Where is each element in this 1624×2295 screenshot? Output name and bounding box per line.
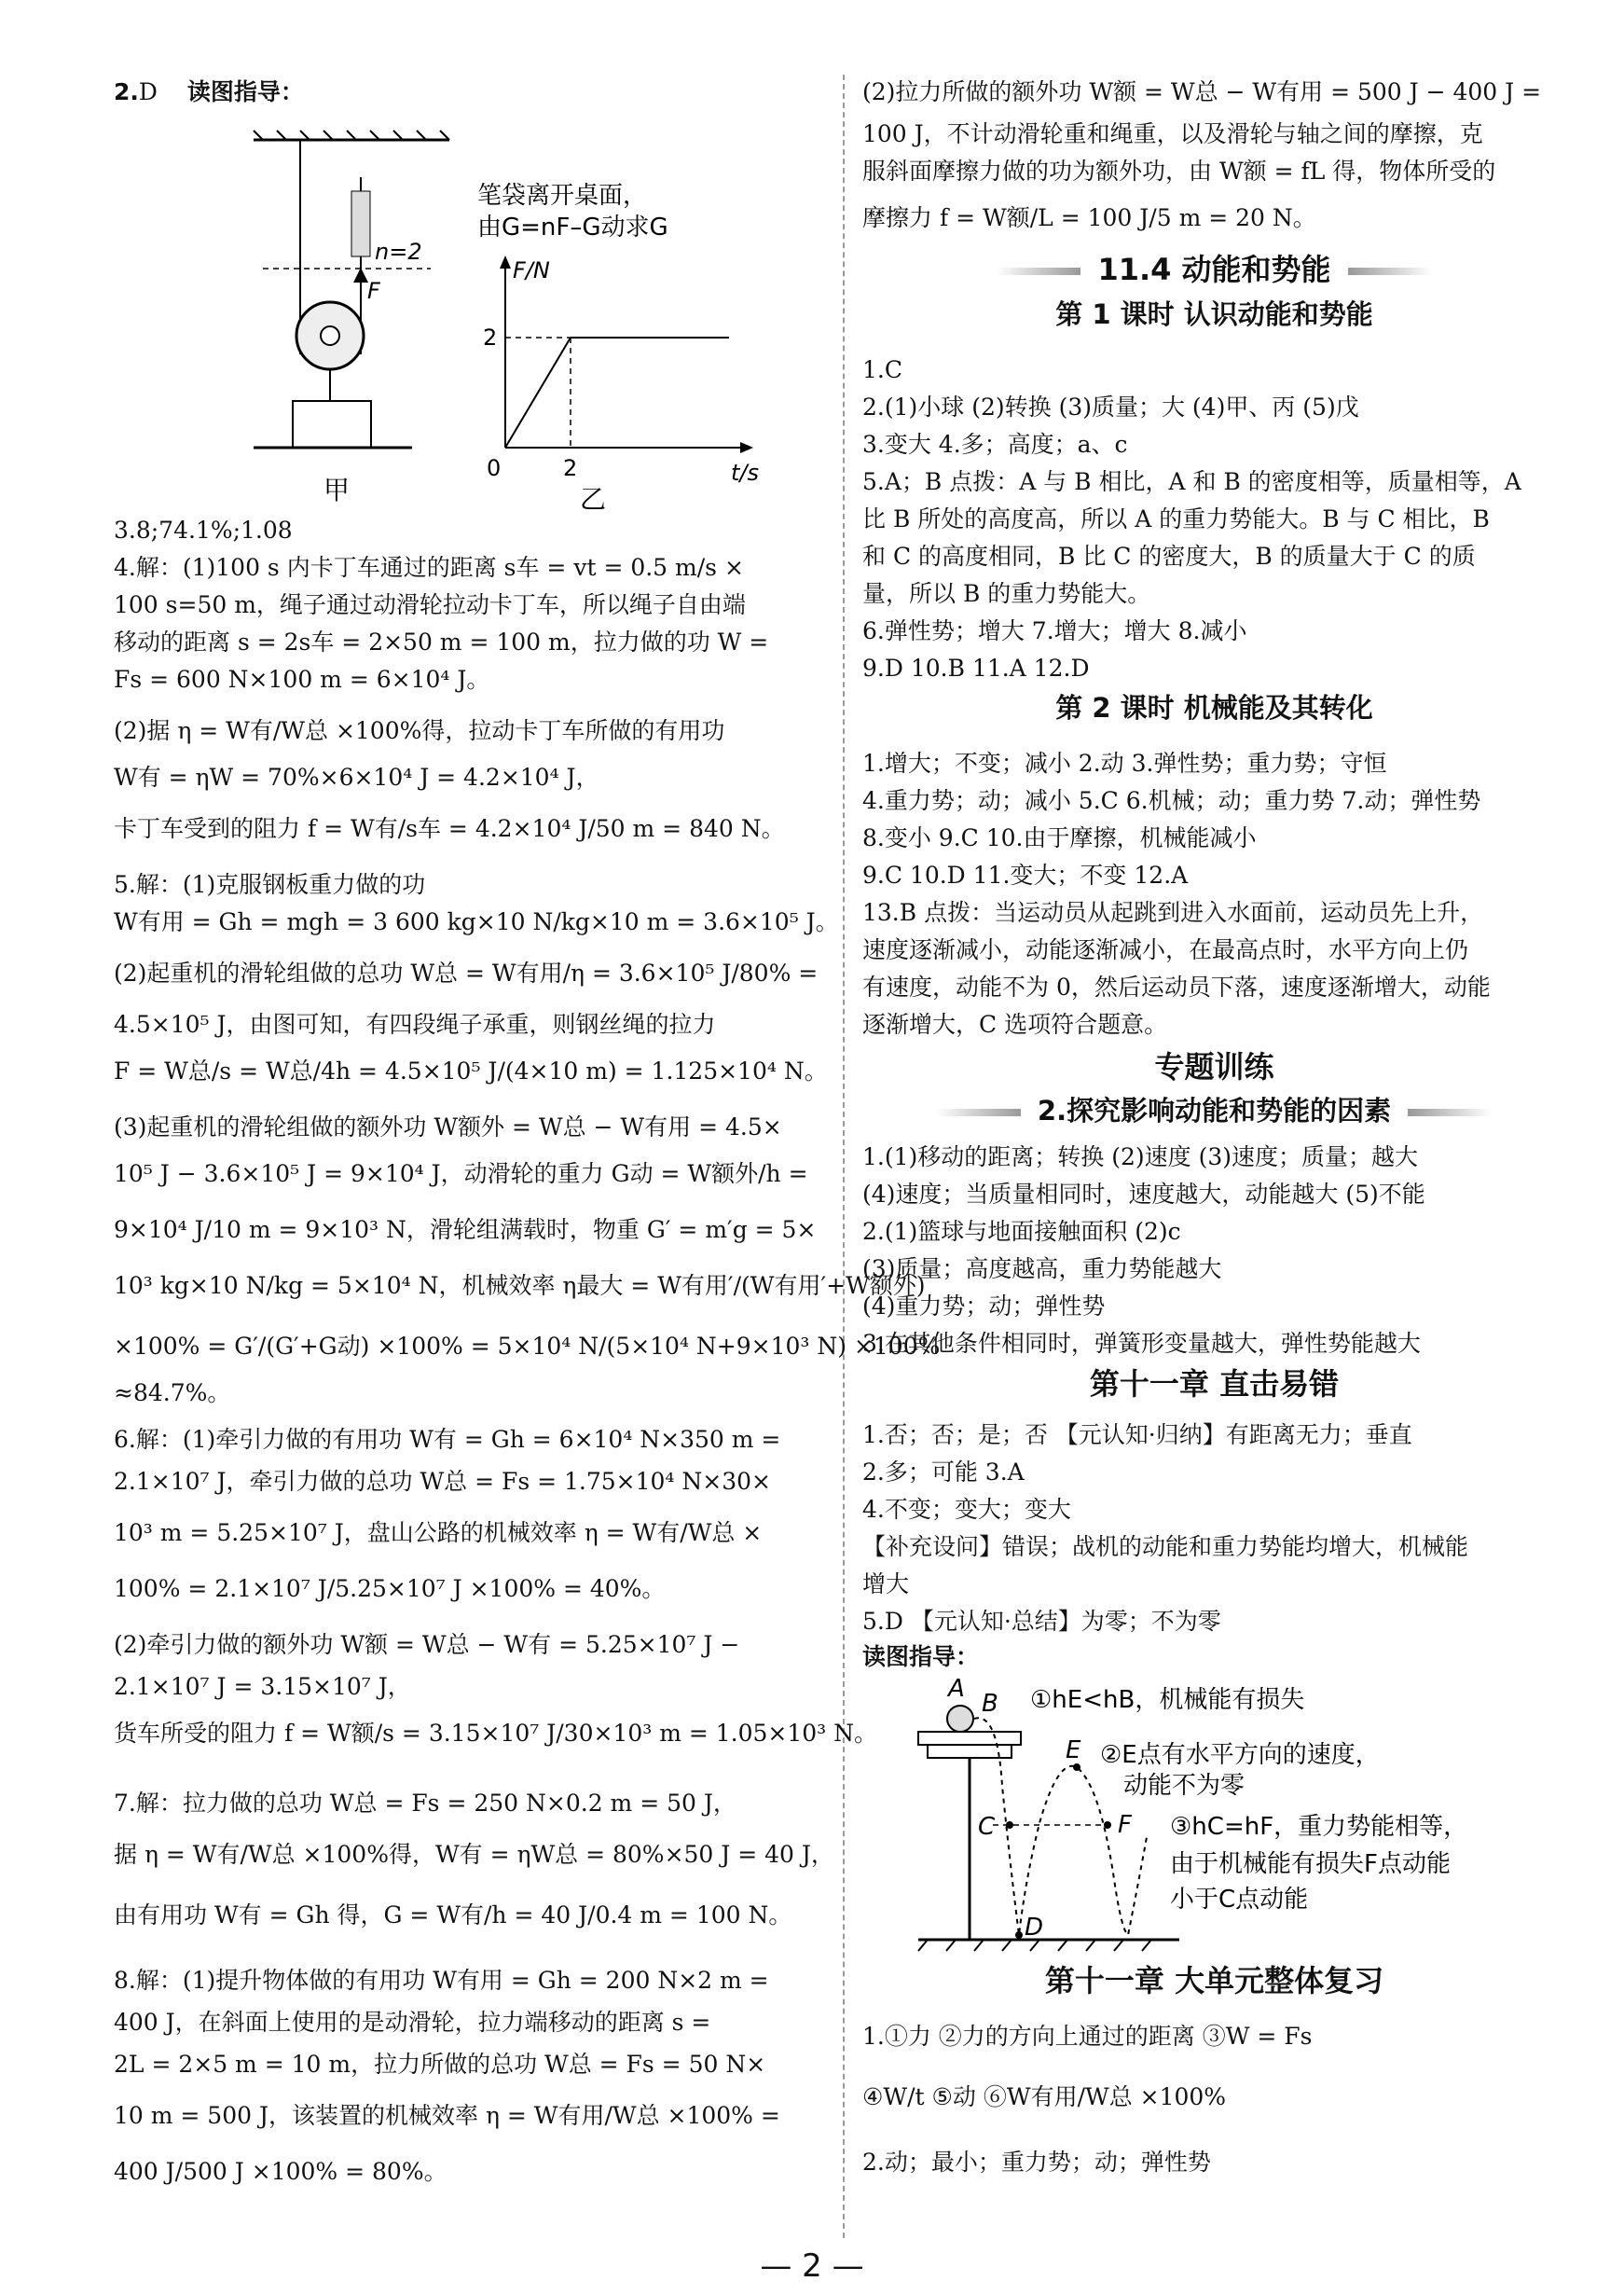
- answer-line: 5.解：(1)克服钢板重力做的功: [114, 871, 426, 898]
- section-heading: 专题训练: [1154, 1049, 1274, 1085]
- caption-yi: 乙: [580, 484, 607, 513]
- caption-jia: 甲: [323, 475, 351, 505]
- answer-line: (4)重力势；动；弹性势: [862, 1293, 1106, 1320]
- x-axis-label: t/s: [731, 460, 759, 486]
- point-b-label: B: [982, 1690, 998, 1718]
- diagram-note-3b: 由于机械能有损失F点动能: [1170, 1850, 1451, 1878]
- answer-line: ≈84.7%。: [114, 1379, 231, 1406]
- answer-line: 速度逐渐减小，动能逐渐减小，在最高点时，水平方向上仍: [862, 936, 1469, 963]
- answer-line: 8.解：(1)提升物体做的有用功 W有用 = Gh = 200 N×2 m =: [114, 1967, 769, 1994]
- n-label: n=2: [375, 239, 422, 265]
- answer-line: 2.多；可能 3.A: [862, 1459, 1025, 1486]
- answer-line: 5.A；B 点拨：A 与 B 相比，A 和 B 的密度相等，质量相等，A: [862, 468, 1521, 495]
- answer-line: (2)据 η = W有/W总 ×100%得，拉动卡丁车所做的有用功: [114, 717, 725, 744]
- lesson-heading: 第 1 课时 认识动能和势能: [1055, 298, 1373, 330]
- ball-bounce-diagram: [900, 1674, 1552, 1963]
- answer-line: 量，所以 B 的重力势能大。: [862, 580, 1151, 607]
- lesson-heading: 第 2 课时 机械能及其转化: [1055, 692, 1373, 724]
- answer-line: 增大: [862, 1570, 910, 1597]
- answer-line: 13.B 点拨：当运动员从起跳到进入水面前，运动员先上升，: [862, 899, 1484, 926]
- answer-line: 1.(1)移动的距离；转换 (2)速度 (3)速度；质量；越大: [862, 1143, 1418, 1170]
- point-d-label: D: [1025, 1914, 1044, 1942]
- answer-line: 和 C 的高度相同，B 比 C 的密度大，B 的质量大于 C 的质: [862, 543, 1476, 570]
- lesson-heading: 2.探究影响动能和势能的因素: [862, 1093, 1566, 1128]
- answer-line: 卡丁车受到的阻力 f = W有/s车 = 4.2×10⁴ J/50 m = 840 N。: [114, 815, 785, 842]
- answer-line: (4)速度；当质量相同时，速度越大，动能越大 (5)不能: [862, 1181, 1425, 1208]
- answer-line: 3.8;74.1%;1.08: [114, 517, 293, 544]
- answer-line: 10⁵ J − 3.6×10⁵ J = 9×10⁴ J，动滑轮的重力 G动 = W额外/h =: [114, 1160, 808, 1187]
- diagram-note-2b: 动能不为零: [1123, 1772, 1246, 1800]
- force-label: F: [367, 278, 380, 304]
- answer-line: 7.解：拉力做的总功 W总 = Fs = 250 N×0.2 m = 50 J，: [114, 1790, 736, 1817]
- answer-line: 3.变大 4.多；高度；a、c: [862, 431, 1128, 458]
- answer-line: 2L = 2×5 m = 10 m，拉力所做的总功 W总 = Fs = 50 N×: [114, 2051, 766, 2078]
- answer-line: 400 J，在斜面上使用的是动滑轮，拉力端移动的距离 s =: [114, 2009, 711, 2036]
- diagram-note-3c: 小于C点动能: [1170, 1886, 1309, 1914]
- answer-line: 100% = 2.1×10⁷ J/5.25×10⁷ J ×100% = 40%。: [114, 1575, 666, 1602]
- point-c-label: C: [978, 1813, 996, 1841]
- answer-line: 10 m = 500 J，该装置的机械效率 η = W有用/W总 ×100% =: [114, 2102, 780, 2129]
- answer-line: (2)拉力所做的额外功 W额 = W总 − W有用 = 500 J − 400 J =: [862, 78, 1542, 105]
- answer-line: 有速度，动能不为 0，然后运动员下落，速度逐渐增大，动能: [862, 974, 1491, 1001]
- pulley-diagram: [244, 121, 468, 513]
- answer-line: 10³ kg×10 N/kg = 5×10⁴ N，机械效率 η最大 = W有用′/(W有用′+W额外): [114, 1272, 926, 1299]
- answer-line: (3)质量；高度越高，重力势能越大: [862, 1255, 1222, 1282]
- answer-line: 2.1×10⁷ J = 3.15×10⁷ J，: [114, 1673, 411, 1700]
- origin-label: 0: [487, 455, 502, 481]
- answer-line: 1.①力 ②力的方向上通过的距离 ③W = Fs: [862, 2023, 1313, 2050]
- point-f-label: F: [1118, 1811, 1132, 1839]
- column-divider: [843, 75, 845, 2238]
- graph-note-1: 笔袋离开桌面，: [477, 182, 648, 210]
- answer-line: 2.1×10⁷ J，牵引力做的总功 W总 = Fs = 1.75×10⁴ N×30×: [114, 1468, 771, 1495]
- answer-line: 服斜面摩擦力做的功为额外功，由 W额 = fL 得，物体所受的: [862, 158, 1496, 185]
- answer-line: 货车所受的阻力 f = W额/s = 3.15×10⁷ J/30×10³ m = 1.05×10³ N。: [114, 1720, 878, 1747]
- answer-line: (3)起重机的滑轮组做的额外功 W额外 = W总 − W有用 = 4.5×: [114, 1113, 782, 1141]
- page-number: — 2 —: [760, 2247, 864, 2285]
- answer-line: 9.C 10.D 11.变大；不变 12.A: [862, 862, 1189, 889]
- answer-line: 2.(1)小球 (2)转换 (3)质量；大 (4)甲、丙 (5)戊: [862, 394, 1359, 421]
- answer-line: 摩擦力 f = W额/L = 100 J/5 m = 20 N。: [862, 204, 1316, 231]
- diagram-note-3a: ③hC=hF，重力势能相等，: [1170, 1813, 1468, 1841]
- answer-line: 400 J/500 J ×100% = 80%。: [114, 2158, 447, 2185]
- answer-line: 10³ m = 5.25×10⁷ J，盘山公路的机械效率 η = W有/W总 ×: [114, 1519, 763, 1546]
- answer-line: 100 s=50 m，绳子通过动滑轮拉动卡丁车，所以绳子自由端: [114, 591, 746, 618]
- answer-line: F = W总/s = W总/4h = 4.5×10⁵ J/(4×10 m) = 1.125×10⁴ N。: [114, 1058, 828, 1085]
- answer-line: 2.D 读图指导：: [114, 78, 304, 105]
- answer-line: (2)起重机的滑轮组做的总功 W总 = W有用/η = 3.6×10⁵ J/80% =: [114, 960, 819, 987]
- answer-line: 1.增大；不变；减小 2.动 3.弹性势；重力势；守恒: [862, 750, 1387, 777]
- answer-line: 读图指导：: [862, 1643, 980, 1670]
- y-axis-label: F/N: [513, 257, 550, 283]
- answer-line: 逐渐增大，C 选项符合题意。: [862, 1011, 1168, 1038]
- answer-line: 2.(1)篮球与地面接触面积 (2)c: [862, 1218, 1181, 1245]
- answer-line: 4.5×10⁵ J，由图可知，有四段绳子承重，则钢丝绳的拉力: [114, 1011, 716, 1038]
- answer-line: 【补充设问】错误；战机的动能和重力势能均增大，机械能: [862, 1533, 1469, 1560]
- answer-line: (2)牵引力做的额外功 W额 = W总 − W有 = 5.25×10⁷ J −: [114, 1631, 740, 1658]
- answer-line: 据 η = W有/W总 ×100%得，W有 = ηW总 = 80%×50 J = 40 J，: [114, 1841, 834, 1868]
- answer-line: W有用 = Gh = mgh = 3 600 kg×10 N/kg×10 m = 3.6×10⁵ J。: [114, 908, 839, 935]
- answer-line: ×100% = G′/(G′+G动) ×100% = 5×10⁴ N/(5×10⁴ N+9×10³ N) ×100%: [114, 1333, 941, 1360]
- answer-line: 由有用功 W有 = Gh 得，G = W有/h = 40 J/0.4 m = 100 N。: [114, 1901, 792, 1929]
- answer-line: 1.C: [862, 356, 902, 383]
- answer-line: 4.重力势；动；减小 5.C 6.机械；动；重力势 7.动；弹性势: [862, 787, 1481, 814]
- answer-line: 9.D 10.B 11.A 12.D: [862, 655, 1090, 682]
- answer-line: W有 = ηW = 70%×6×10⁴ J = 4.2×10⁴ J，: [114, 764, 599, 791]
- answer-line: 1.否；否；是；否 【元认知·归纳】有距离无力；垂直: [862, 1421, 1412, 1448]
- section-heading: 11.4 动能和势能: [862, 252, 1566, 287]
- answer-line: 5.D 【元认知·总结】为零；不为零: [862, 1608, 1221, 1635]
- answer-line: 9×10⁴ J/10 m = 9×10³ N，滑轮组满载时，物重 G′ = m′g = 5×: [114, 1216, 817, 1243]
- answer-line: 6.解：(1)牵引力做的有用功 W有 = Gh = 6×10⁴ N×350 m =: [114, 1426, 781, 1453]
- answer-line: 4.不变；变大；变大: [862, 1496, 1071, 1523]
- graph-note-2: 由G=nF–G动求G: [477, 214, 668, 242]
- point-e-label: E: [1066, 1736, 1081, 1764]
- section-heading: 第十一章 直击易错: [1089, 1366, 1340, 1402]
- diagram-note-1: ①hE<hB，机械能有损失: [1030, 1686, 1305, 1714]
- answer-line: 8.变小 9.C 10.由于摩擦，机械能减小: [862, 824, 1257, 851]
- answer-line: 比 B 所处的高度高，所以 A 的重力势能大。B 与 C 相比，B: [862, 505, 1490, 532]
- force-time-graph: [468, 177, 804, 513]
- answer-line: 移动的距离 s = 2s车 = 2×50 m = 100 m，拉力做的功 W =: [114, 629, 769, 656]
- x-tick: 2: [563, 455, 578, 481]
- answer-line: 2.动；最小；重力势；动；弹性势: [862, 2149, 1211, 2176]
- answer-line: 100 J，不计动滑轮重和绳重，以及滑轮与轴之间的摩擦，克: [862, 120, 1483, 147]
- y-tick: 2: [483, 325, 498, 351]
- answer-line: 3.在其他条件相同时，弹簧形变量越大，弹性势能越大: [862, 1330, 1421, 1357]
- answer-line: Fs = 600 N×100 m = 6×10⁴ J。: [114, 666, 490, 693]
- point-a-label: A: [948, 1675, 965, 1703]
- answer-line: 6.弹性势；增大 7.增大；增大 8.减小: [862, 617, 1247, 644]
- section-heading: 第十一章 大单元整体复习: [1044, 1963, 1384, 1998]
- answer-line: 4.解：(1)100 s 内卡丁车通过的距离 s车 = vt = 0.5 m/s ×: [114, 554, 744, 581]
- answer-line: ④W/t ⑤动 ⑥W有用/W总 ×100%: [862, 2083, 1227, 2110]
- diagram-note-2a: ②E点有水平方向的速度，: [1100, 1741, 1380, 1769]
